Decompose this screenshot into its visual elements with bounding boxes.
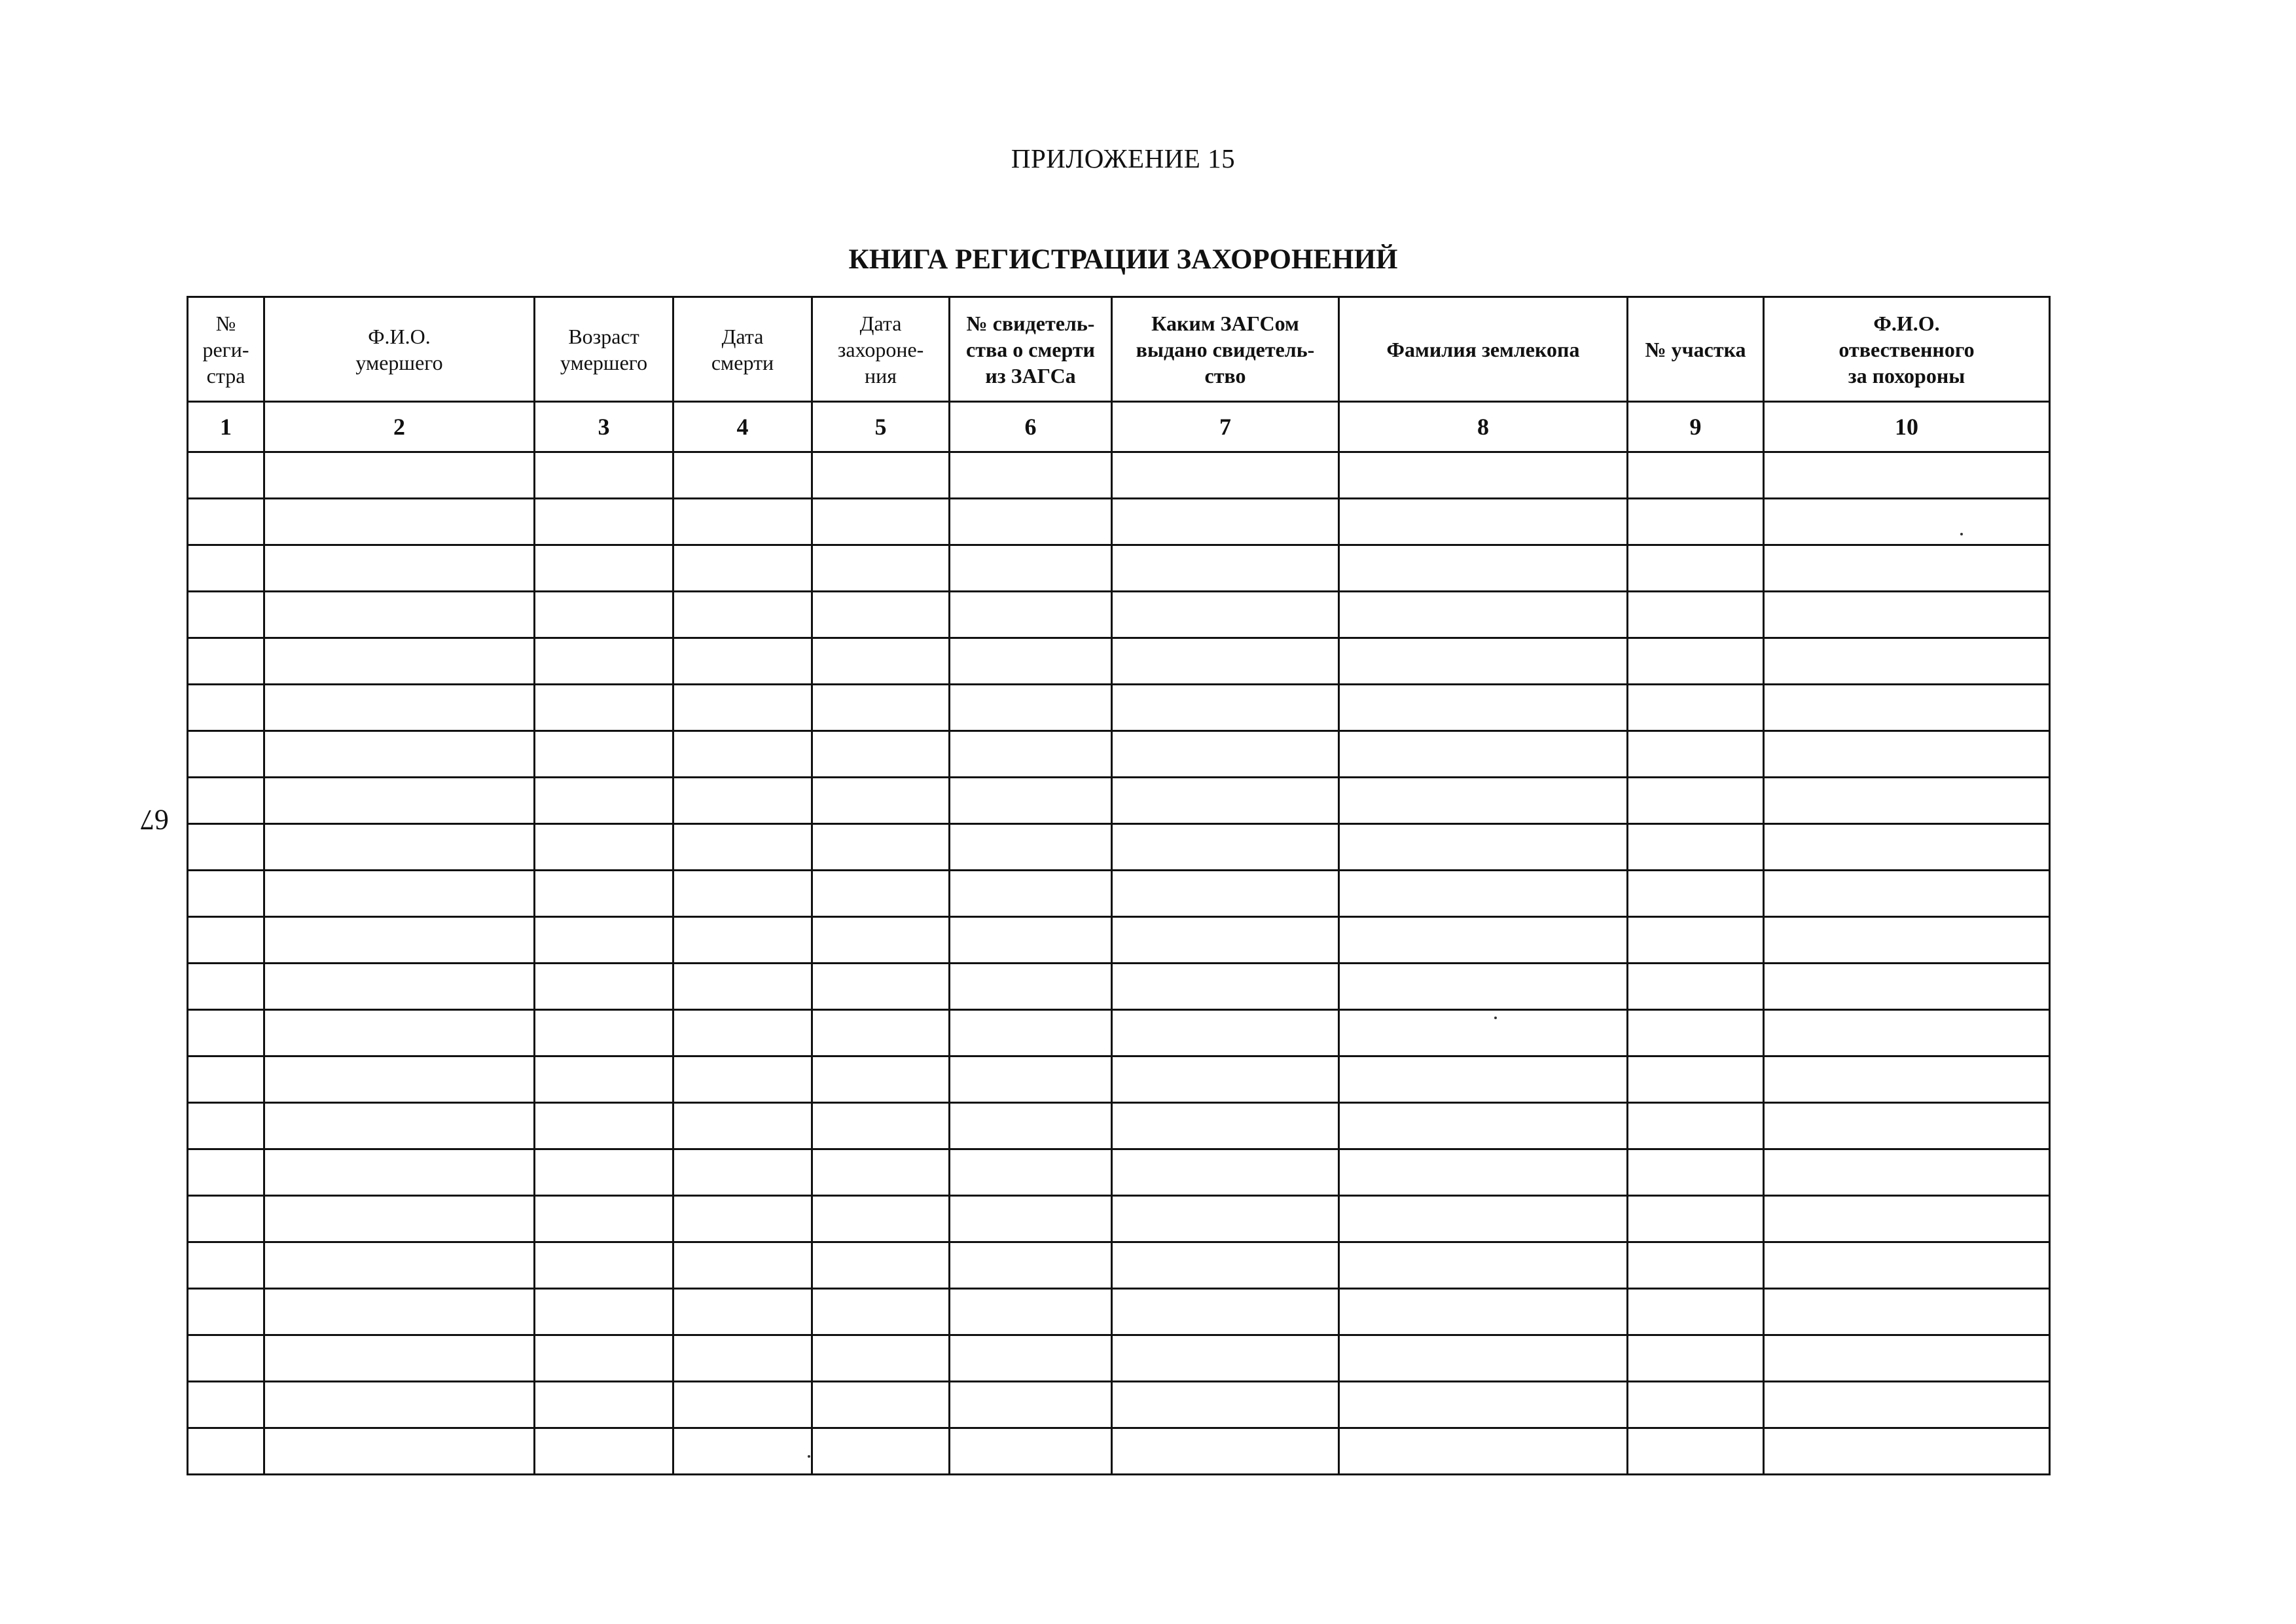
empty-entry-cell	[1112, 1149, 1339, 1196]
empty-entry-cell	[950, 1335, 1112, 1382]
empty-entry-cell	[1339, 1242, 1628, 1289]
empty-entry-cell	[1764, 1335, 2050, 1382]
empty-entry-cell	[812, 638, 950, 685]
column-number: 7	[1112, 402, 1339, 452]
empty-entry-cell	[188, 1056, 264, 1103]
column-number: 4	[673, 402, 812, 452]
empty-entry-cell	[264, 638, 535, 685]
empty-entry-cell	[1339, 964, 1628, 1010]
empty-entry-cell	[264, 917, 535, 964]
empty-entry-cell	[188, 1428, 264, 1475]
empty-entry-cell	[188, 1382, 264, 1428]
empty-entry-cell	[1112, 545, 1339, 592]
empty-entry-cell	[188, 592, 264, 638]
empty-entry-cell	[188, 1335, 264, 1382]
empty-entry-cell	[1339, 1382, 1628, 1428]
empty-entry-cell	[812, 1289, 950, 1335]
empty-entry-cell	[188, 964, 264, 1010]
table-row	[188, 1149, 2050, 1196]
empty-entry-cell	[1339, 824, 1628, 871]
empty-entry-cell	[1764, 871, 2050, 917]
empty-entry-cell	[673, 1196, 812, 1242]
empty-entry-cell	[1628, 871, 1764, 917]
burial-register-table	[187, 296, 2051, 1475]
empty-entry-cell	[950, 1428, 1112, 1475]
empty-entry-cell	[264, 545, 535, 592]
empty-entry-cell	[535, 778, 673, 824]
empty-entry-cell	[812, 1382, 950, 1428]
table-row	[188, 638, 2050, 685]
empty-entry-cell	[188, 545, 264, 592]
empty-entry-cell	[812, 871, 950, 917]
empty-entry-cell	[1628, 1056, 1764, 1103]
empty-entry-cell	[1764, 1196, 2050, 1242]
empty-entry-cell	[950, 1196, 1112, 1242]
empty-entry-cell	[1628, 1242, 1764, 1289]
empty-entry-cell	[812, 499, 950, 545]
header-cell-registry-office	[1112, 297, 1339, 402]
empty-entry-cell	[535, 1010, 673, 1056]
empty-entry-cell	[1112, 499, 1339, 545]
empty-entry-cell	[812, 1103, 950, 1149]
empty-entry-cell	[1339, 452, 1628, 499]
empty-entry-cell	[1112, 452, 1339, 499]
empty-entry-cell	[1112, 1289, 1339, 1335]
empty-entry-cell	[1339, 871, 1628, 917]
empty-entry-cell	[264, 1103, 535, 1149]
empty-entry-cell	[535, 638, 673, 685]
empty-entry-cell	[1628, 1335, 1764, 1382]
scan-speck	[1494, 1017, 1497, 1019]
header-label: Ф.И.О. умершего	[355, 324, 443, 374]
empty-entry-cell	[264, 1149, 535, 1196]
empty-entry-cell	[535, 1382, 673, 1428]
empty-entry-cell	[673, 1242, 812, 1289]
empty-entry-cell	[1339, 1103, 1628, 1149]
empty-entry-cell	[673, 499, 812, 545]
empty-entry-cell	[535, 964, 673, 1010]
empty-entry-cell	[1339, 778, 1628, 824]
empty-entry-cell	[812, 1010, 950, 1056]
empty-entry-cell	[673, 452, 812, 499]
empty-entry-cell	[535, 452, 673, 499]
empty-entry-cell	[1112, 1382, 1339, 1428]
empty-entry-cell	[950, 871, 1112, 917]
empty-entry-cell	[1112, 917, 1339, 964]
empty-entry-cell	[673, 1056, 812, 1103]
empty-entry-cell	[950, 685, 1112, 731]
empty-entry-cell	[673, 1103, 812, 1149]
empty-entry-cell	[1628, 638, 1764, 685]
empty-entry-cell	[812, 1335, 950, 1382]
empty-entry-cell	[1112, 592, 1339, 638]
document-title: КНИГА РЕГИСТРАЦИИ ЗАХОРОНЕНИЙ	[848, 244, 1398, 275]
table-row	[188, 964, 2050, 1010]
header-cell-plot-no	[1628, 297, 1764, 402]
table-row	[188, 871, 2050, 917]
empty-entry-cell	[1628, 685, 1764, 731]
empty-entry-cell	[812, 964, 950, 1010]
table-row	[188, 917, 2050, 964]
empty-entry-cell	[1764, 1056, 2050, 1103]
column-number: 8	[1339, 402, 1628, 452]
table-row	[188, 778, 2050, 824]
table-row	[188, 1103, 2050, 1149]
empty-entry-cell	[535, 1289, 673, 1335]
empty-entry-cell	[950, 545, 1112, 592]
empty-entry-cell	[264, 1382, 535, 1428]
empty-entry-cell	[535, 731, 673, 778]
empty-entry-cell	[1112, 685, 1339, 731]
empty-entry-cell	[1112, 824, 1339, 871]
empty-entry-cell	[950, 1103, 1112, 1149]
empty-entry-cell	[535, 592, 673, 638]
empty-entry-cell	[1764, 1289, 2050, 1335]
empty-entry-cell	[673, 1335, 812, 1382]
scan-speck	[808, 1455, 810, 1458]
empty-entry-cell	[1628, 731, 1764, 778]
empty-entry-cell	[1112, 1056, 1339, 1103]
empty-entry-cell	[950, 778, 1112, 824]
empty-entry-cell	[1764, 731, 2050, 778]
empty-entry-cell	[673, 824, 812, 871]
empty-entry-cell	[1628, 964, 1764, 1010]
empty-entry-cell	[812, 592, 950, 638]
empty-entry-cell	[188, 452, 264, 499]
empty-entry-cell	[1112, 731, 1339, 778]
empty-entry-cell	[812, 1056, 950, 1103]
empty-entry-cell	[673, 1010, 812, 1056]
empty-entry-cell	[1339, 638, 1628, 685]
empty-entry-cell	[812, 545, 950, 592]
empty-entry-cell	[1764, 452, 2050, 499]
empty-entry-cell	[1764, 778, 2050, 824]
empty-entry-cell	[812, 917, 950, 964]
empty-entry-cell	[264, 1242, 535, 1289]
empty-entry-cell	[535, 871, 673, 917]
empty-entry-cell	[1628, 1289, 1764, 1335]
header-label: Каким ЗАГСом выдано свидетель- ство	[1136, 311, 1315, 388]
header-cell-gravedigger	[1339, 297, 1628, 402]
empty-entry-cell	[264, 592, 535, 638]
header-label: № свидетель- ства о смерти из ЗАГСа	[966, 311, 1095, 388]
column-number: 3	[535, 402, 673, 452]
empty-entry-cell	[950, 1242, 1112, 1289]
empty-entry-cell	[1764, 545, 2050, 592]
empty-entry-cell	[264, 452, 535, 499]
empty-entry-cell	[950, 638, 1112, 685]
empty-entry-cell	[1112, 638, 1339, 685]
empty-entry-cell	[535, 824, 673, 871]
empty-entry-cell	[950, 452, 1112, 499]
empty-entry-cell	[1112, 964, 1339, 1010]
column-number: 10	[1764, 402, 2050, 452]
empty-entry-cell	[1764, 1428, 2050, 1475]
header-label: Возраст умершего	[560, 324, 648, 374]
empty-entry-cell	[673, 731, 812, 778]
empty-entry-cell	[1764, 1382, 2050, 1428]
empty-entry-cell	[812, 1196, 950, 1242]
empty-entry-cell	[1339, 1289, 1628, 1335]
empty-entry-cell	[812, 1428, 950, 1475]
header-label: Ф.И.О. отвественного за похороны	[1839, 311, 1975, 388]
empty-entry-cell	[812, 778, 950, 824]
empty-entry-cell	[950, 499, 1112, 545]
empty-entry-cell	[1339, 1196, 1628, 1242]
empty-entry-cell	[535, 917, 673, 964]
header-label: № реги- стра	[202, 311, 249, 388]
empty-entry-cell	[1112, 1010, 1339, 1056]
empty-entry-cell	[1628, 1149, 1764, 1196]
header-label: Дата смерти	[711, 324, 774, 374]
empty-entry-cell	[1112, 1428, 1339, 1475]
empty-entry-cell	[1628, 545, 1764, 592]
empty-entry-cell	[1764, 964, 2050, 1010]
empty-entry-cell	[1764, 638, 2050, 685]
empty-entry-cell	[1628, 1103, 1764, 1149]
empty-entry-cell	[1339, 545, 1628, 592]
empty-entry-cell	[1339, 1056, 1628, 1103]
empty-entry-cell	[188, 917, 264, 964]
empty-entry-cell	[950, 917, 1112, 964]
empty-entry-cell	[1764, 1149, 2050, 1196]
empty-entry-cell	[188, 871, 264, 917]
empty-entry-cell	[264, 685, 535, 731]
empty-entry-cell	[535, 685, 673, 731]
table-row	[188, 824, 2050, 871]
table-row	[188, 452, 2050, 499]
table-row	[188, 499, 2050, 545]
empty-entry-cell	[188, 638, 264, 685]
empty-entry-cell	[1112, 1103, 1339, 1149]
empty-entry-cell	[950, 824, 1112, 871]
empty-entry-cell	[188, 685, 264, 731]
empty-entry-cell	[264, 499, 535, 545]
empty-entry-cell	[188, 499, 264, 545]
empty-entry-cell	[1339, 1428, 1628, 1475]
empty-entry-cell	[812, 824, 950, 871]
empty-entry-cell	[673, 545, 812, 592]
empty-entry-cell	[188, 1289, 264, 1335]
column-number: 5	[812, 402, 950, 452]
empty-entry-cell	[188, 731, 264, 778]
empty-entry-cell	[1112, 871, 1339, 917]
table-row	[188, 1289, 2050, 1335]
empty-entry-cell	[673, 1428, 812, 1475]
table-row	[188, 1242, 2050, 1289]
empty-entry-cell	[1628, 824, 1764, 871]
empty-entry-cell	[673, 1289, 812, 1335]
empty-entry-cell	[673, 1149, 812, 1196]
empty-entry-cell	[1339, 592, 1628, 638]
table-row	[188, 545, 2050, 592]
empty-entry-cell	[1628, 592, 1764, 638]
empty-entry-cell	[1112, 1242, 1339, 1289]
column-number-row	[188, 402, 2050, 452]
empty-entry-cell	[264, 1056, 535, 1103]
empty-entry-cell	[1764, 1242, 2050, 1289]
empty-entry-cell	[812, 731, 950, 778]
empty-entry-cell	[264, 1289, 535, 1335]
empty-entry-cell	[188, 824, 264, 871]
header-cell-register-no	[188, 297, 264, 402]
column-number: 2	[264, 402, 535, 452]
empty-entry-cell	[950, 1056, 1112, 1103]
empty-entry-cell	[673, 778, 812, 824]
empty-entry-cell	[950, 1289, 1112, 1335]
empty-entry-cell	[264, 1335, 535, 1382]
column-number: 9	[1628, 402, 1764, 452]
scan-speck	[1960, 533, 1963, 535]
header-cell-deceased-name	[264, 297, 535, 402]
empty-entry-cell	[264, 1010, 535, 1056]
header-label: Дата захороне- ния	[837, 311, 924, 388]
table-row	[188, 731, 2050, 778]
empty-entry-cell	[264, 778, 535, 824]
table-row	[188, 1335, 2050, 1382]
empty-entry-cell	[673, 638, 812, 685]
empty-entry-cell	[673, 685, 812, 731]
empty-entry-cell	[673, 964, 812, 1010]
header-label: № участка	[1645, 337, 1746, 361]
appendix-label: ПРИЛОЖЕНИЕ 15	[1011, 143, 1236, 173]
empty-entry-cell	[1764, 824, 2050, 871]
empty-entry-cell	[264, 731, 535, 778]
header-cell-burial-date	[812, 297, 950, 402]
header-cell-deceased-age	[535, 297, 673, 402]
empty-entry-cell	[1339, 1010, 1628, 1056]
empty-entry-cell	[1112, 778, 1339, 824]
header-label: Фамилия землекопа	[1386, 337, 1580, 361]
empty-entry-cell	[812, 452, 950, 499]
empty-entry-cell	[950, 1382, 1112, 1428]
entry-rows	[188, 452, 2050, 1475]
header-row	[188, 297, 2050, 402]
empty-entry-cell	[1764, 592, 2050, 638]
table-row	[188, 1196, 2050, 1242]
empty-entry-cell	[535, 1196, 673, 1242]
empty-entry-cell	[264, 871, 535, 917]
empty-entry-cell	[535, 1428, 673, 1475]
empty-entry-cell	[812, 1242, 950, 1289]
empty-entry-cell	[950, 592, 1112, 638]
empty-entry-cell	[535, 545, 673, 592]
empty-entry-cell	[950, 1149, 1112, 1196]
table-row	[188, 1382, 2050, 1428]
header-cell-certificate-no	[950, 297, 1112, 402]
empty-entry-cell	[673, 917, 812, 964]
empty-entry-cell	[1764, 499, 2050, 545]
empty-entry-cell	[535, 1242, 673, 1289]
empty-entry-cell	[1628, 452, 1764, 499]
empty-entry-cell	[535, 499, 673, 545]
empty-entry-cell	[188, 1149, 264, 1196]
table-row	[188, 1428, 2050, 1475]
column-number: 1	[188, 402, 264, 452]
empty-entry-cell	[1628, 1428, 1764, 1475]
empty-entry-cell	[1628, 778, 1764, 824]
empty-entry-cell	[1764, 1010, 2050, 1056]
page-number: 67	[140, 804, 169, 836]
empty-entry-cell	[535, 1103, 673, 1149]
empty-entry-cell	[188, 1103, 264, 1149]
empty-entry-cell	[1628, 499, 1764, 545]
empty-entry-cell	[1764, 917, 2050, 964]
empty-entry-cell	[673, 1382, 812, 1428]
empty-entry-cell	[950, 964, 1112, 1010]
empty-entry-cell	[812, 1149, 950, 1196]
empty-entry-cell	[1628, 1382, 1764, 1428]
empty-entry-cell	[1339, 731, 1628, 778]
empty-entry-cell	[1339, 917, 1628, 964]
empty-entry-cell	[1339, 1149, 1628, 1196]
empty-entry-cell	[673, 592, 812, 638]
empty-entry-cell	[264, 1428, 535, 1475]
empty-entry-cell	[1764, 685, 2050, 731]
empty-entry-cell	[535, 1056, 673, 1103]
empty-entry-cell	[950, 731, 1112, 778]
empty-entry-cell	[264, 1196, 535, 1242]
empty-entry-cell	[1764, 1103, 2050, 1149]
table-row	[188, 592, 2050, 638]
empty-entry-cell	[1339, 1335, 1628, 1382]
empty-entry-cell	[188, 1010, 264, 1056]
empty-entry-cell	[1112, 1196, 1339, 1242]
header-cell-responsible-person	[1764, 297, 2050, 402]
table-row	[188, 1010, 2050, 1056]
table-row	[188, 1056, 2050, 1103]
empty-entry-cell	[188, 778, 264, 824]
empty-entry-cell	[188, 1242, 264, 1289]
empty-entry-cell	[1339, 685, 1628, 731]
empty-entry-cell	[812, 685, 950, 731]
empty-entry-cell	[535, 1149, 673, 1196]
empty-entry-cell	[950, 1010, 1112, 1056]
header-cell-death-date	[673, 297, 812, 402]
empty-entry-cell	[1112, 1335, 1339, 1382]
empty-entry-cell	[1628, 917, 1764, 964]
empty-entry-cell	[188, 1196, 264, 1242]
column-number: 6	[950, 402, 1112, 452]
empty-entry-cell	[1339, 499, 1628, 545]
empty-entry-cell	[673, 871, 812, 917]
empty-entry-cell	[1628, 1196, 1764, 1242]
empty-entry-cell	[264, 964, 535, 1010]
table-row	[188, 685, 2050, 731]
empty-entry-cell	[1628, 1010, 1764, 1056]
empty-entry-cell	[535, 1335, 673, 1382]
empty-entry-cell	[264, 824, 535, 871]
